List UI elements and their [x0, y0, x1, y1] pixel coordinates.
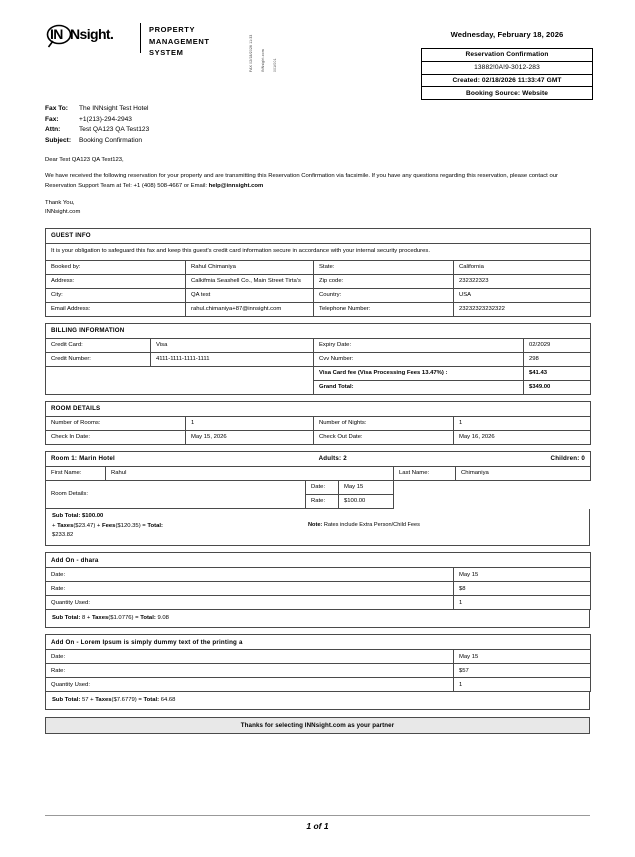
addon-1-date-value: May 15 — [454, 568, 591, 582]
addon-1-table — [45, 552, 591, 610]
addon-2-rate-label: Rate: — [46, 664, 454, 678]
addon-1-date-label: Date: — [46, 568, 454, 582]
svg-text:IN: IN — [50, 26, 63, 42]
addon-2-title: Add On - Lorem Ipsum is simply dummy text of the printing a — [46, 635, 591, 650]
expiry-date-label: Expiry Date: — [314, 338, 524, 352]
zip-label: Zip code: — [314, 274, 454, 288]
room-rate-label: Rate: — [306, 494, 339, 508]
room-1-subtotal-strip — [45, 509, 590, 546]
confirmation-booking-source: Booking Source: Website — [422, 87, 593, 100]
fax-stamp-line-2: INNsight.com — [261, 49, 265, 72]
visa-fee-value: $41.43 — [524, 366, 591, 380]
country-value: USA — [454, 288, 591, 302]
letter-paragraph-text: We have received the following reservation for your property and are transmitting this Reservation Confirmation via facsimile. If you have any questions regarding this reservation, please contact our Reservation Support Team at Tel: +1 (408) 508-4667 or Email: — [45, 173, 558, 190]
letter-paragraph — [45, 171, 590, 192]
fax-meta-row — [45, 104, 590, 115]
addon-2-total-label: Total: — [143, 696, 160, 703]
letter-signoff — [45, 199, 590, 218]
zip-value: 232322323 — [454, 274, 591, 288]
addon-1-section — [0, 546, 635, 628]
header-right-block — [421, 22, 593, 100]
table-row — [46, 352, 591, 366]
check-out-date-value: May 16, 2026 — [454, 430, 591, 444]
room-note — [308, 521, 420, 530]
logo-subtitle-line-1: PROPERTY — [149, 25, 196, 34]
billing-empty-cell — [46, 366, 314, 394]
addon-1-title: Add On - dhara — [46, 553, 591, 568]
table-row — [46, 596, 591, 610]
credit-card-value: Visa — [151, 338, 314, 352]
room-1-table — [45, 451, 591, 509]
email-label: Email Address: — [46, 302, 186, 316]
expiry-date-value: 02/2029 — [524, 338, 591, 352]
document-date: Wednesday, February 18, 2026 — [450, 30, 564, 39]
fax-number-label: Fax: — [45, 115, 59, 123]
room-1-section — [0, 445, 635, 546]
billing-table — [45, 323, 591, 395]
cvv-value: 298 — [524, 352, 591, 366]
fax-meta-block — [0, 100, 635, 147]
address-label: Address: — [46, 274, 186, 288]
innsight-logo-icon — [45, 22, 131, 50]
logo-subtitle-line-2: MANAGEMENT — [149, 36, 210, 46]
room-total-prefix: + — [52, 522, 58, 529]
confirmation-title: Reservation Confirmation — [422, 49, 593, 62]
letter-signoff-company: INNsight.com — [45, 209, 81, 216]
letter-signoff-thanks: Thank You, — [45, 199, 75, 206]
state-value: California — [454, 260, 591, 274]
last-name-value: Chimaniya — [456, 466, 591, 480]
fax-attn-value: Test QA123 QA Test123 — [79, 126, 150, 134]
room-details-table — [45, 401, 591, 445]
number-of-rooms-value: 1 — [186, 416, 314, 430]
visa-fee-label: Visa Card fee (Visa Processing Fees 13.47%) : — [314, 366, 524, 380]
addon-1-sub-total-label: Sub Total: — [52, 614, 81, 621]
telephone-value: 23232323232322 — [454, 302, 591, 316]
check-out-date-label: Check Out Date: — [314, 430, 454, 444]
footer-divider — [45, 815, 590, 816]
room-rate-value: $100.00 — [339, 494, 394, 508]
table-row — [46, 416, 591, 430]
grand-total-value: $349.00 — [524, 380, 591, 394]
table-row — [46, 664, 591, 678]
fax-stamp-line-1: FAX 02/18/2026 11:33 — [249, 34, 253, 72]
addon-1-subtotal-strip — [45, 610, 590, 628]
state-label: State: — [314, 260, 454, 274]
first-name-label: First Name: — [46, 466, 106, 480]
support-email: help@innsight.com — [208, 183, 264, 190]
guest-info-disclaimer: It is your obligation to safeguard this fax and keep this guest's credit card information secure in accordance with your internal security procedures. — [46, 243, 591, 260]
fax-attn-label: Attn: — [45, 126, 61, 134]
room-note-value: Rates include Extra Person/Child Fees — [322, 522, 420, 529]
logo-subtitle — [149, 22, 210, 59]
addon-1-total-label: Total: — [140, 614, 156, 621]
addon-1-qty-label: Quantity Used: — [46, 596, 454, 610]
guest-info-section — [0, 218, 635, 317]
credit-number-value: 4111-1111-1111-1111 — [151, 352, 314, 366]
addon-2-qty-value: 1 — [454, 678, 591, 692]
email-value: rahul.chimaniya+87@innsight.com — [186, 302, 314, 316]
room-total-amount: $233.82 — [52, 532, 74, 539]
logo-subtitle-line-3: SYSTEM — [149, 48, 184, 58]
number-of-nights-value: 1 — [454, 416, 591, 430]
room-sub-total-line: Sub Total: $100.00 — [52, 513, 104, 520]
billing-section — [0, 317, 635, 395]
addon-1-qty-value: 1 — [454, 596, 591, 610]
letter-body — [0, 147, 635, 218]
city-label: City: — [46, 288, 186, 302]
addon-2-taxes-label: Taxes — [95, 696, 112, 703]
addon-2-sub-total-value: 57 + — [80, 696, 96, 703]
guest-info-table — [45, 228, 591, 317]
telephone-label: Telephone Number: — [314, 302, 454, 316]
room-1-children: Children: 0 — [550, 455, 586, 463]
addon-1-taxes-label: Taxes — [92, 614, 109, 621]
logo-wordmark — [45, 22, 138, 50]
addon-2-qty-label: Quantity Used: — [46, 678, 454, 692]
room-1-title: Room 1: Marin Hotel — [51, 455, 115, 463]
room-1-band — [46, 451, 591, 466]
grand-total-label: Grand Total: — [314, 380, 524, 394]
fax-subject-value: Booking Confirmation — [79, 137, 143, 145]
document-header — [0, 0, 635, 100]
addon-1-rate-value: $8 — [454, 582, 591, 596]
booked-by-label: Booked by: — [46, 260, 186, 274]
room-spacer-cell-2 — [394, 494, 591, 508]
confirmation-created: Created: 02/18/2026 11:33:47 GMT — [422, 74, 593, 87]
room-details-section — [0, 395, 635, 445]
addon-1-rate-label: Rate: — [46, 582, 454, 596]
room-1-adults: Adults: 2 — [318, 455, 347, 463]
booked-by-value: Rahul Chimaniya — [186, 260, 314, 274]
number-of-nights-label: Number of Nights: — [314, 416, 454, 430]
logo-divider — [140, 23, 141, 53]
letter-greeting: Dear Test QA123 QA Test123, — [45, 156, 124, 163]
room-details-label: Room Details: — [46, 480, 306, 508]
room-fees-label: Fees — [102, 522, 116, 529]
addon-2-rate-value: $57 — [454, 664, 591, 678]
room-total-label: Total: — [147, 522, 163, 529]
fax-meta-row — [45, 115, 590, 126]
thanks-banner: Thanks for selecting INNsight.com as your partner — [45, 717, 590, 734]
table-row — [46, 466, 591, 480]
table-row — [46, 430, 591, 444]
credit-number-label: Credit Number: — [46, 352, 151, 366]
addon-2-subtotal-strip — [45, 692, 590, 710]
table-row — [46, 582, 591, 596]
addon-1-total-value: 9.08 — [155, 614, 169, 621]
page-number: 1 of 1 — [306, 821, 329, 831]
city-value: QA test — [186, 288, 314, 302]
room-note-label: Note: — [308, 522, 323, 529]
table-row — [46, 568, 591, 582]
guest-info-title: GUEST INFO — [46, 228, 591, 243]
billing-title: BILLING INFORMATION — [46, 323, 591, 338]
table-row — [46, 288, 591, 302]
table-row — [46, 650, 591, 664]
table-row — [46, 678, 591, 692]
check-in-date-label: Check In Date: — [46, 430, 186, 444]
innsight-logo — [45, 22, 210, 59]
fax-meta-row — [45, 125, 590, 136]
room-taxes-value: ($23.47) + — [73, 522, 102, 529]
room-details-title: ROOM DETAILS — [46, 401, 591, 416]
fax-transmission-stamp — [247, 16, 287, 74]
addon-2-total-value: 64.68 — [159, 696, 176, 703]
reservation-confirmation-table — [421, 48, 593, 100]
fax-to-label: Fax To: — [45, 105, 68, 113]
fax-meta-row — [45, 136, 590, 147]
table-row — [46, 302, 591, 316]
table-row — [46, 274, 591, 288]
cvv-label: Cvv Number: — [314, 352, 524, 366]
page-footer — [45, 815, 590, 831]
room-date-label: Date: — [306, 480, 339, 494]
fax-subject-label: Subject: — [45, 137, 72, 145]
room-fees-value: ($120.35) = — [115, 522, 148, 529]
first-name-value: Rahul — [106, 466, 394, 480]
addon-2-sub-total-label: Sub Total: — [52, 696, 81, 703]
fax-number-value: +1(213)-294-2943 — [79, 115, 132, 123]
credit-card-label: Credit Card: — [46, 338, 151, 352]
addon-2-section — [0, 628, 635, 710]
fax-to-value: The INNsight Test Hotel — [79, 105, 149, 113]
room-date-value: May 15 — [339, 480, 394, 494]
addon-1-taxes-value: ($1.0776) = — [108, 614, 141, 621]
svg-text:Nsight.: Nsight. — [70, 26, 114, 42]
table-row — [46, 338, 591, 352]
address-value: Calkifmia Seashell Co., Main Street Tirtaʼs — [186, 274, 314, 288]
number-of-rooms-label: Number of Rooms: — [46, 416, 186, 430]
addon-1-sub-total-value: 8 + — [80, 614, 92, 621]
addon-2-date-value: May 15 — [454, 650, 591, 664]
table-row — [46, 366, 591, 380]
country-label: Country: — [314, 288, 454, 302]
room-taxes-label: Taxes — [57, 522, 74, 529]
table-row — [46, 480, 591, 494]
last-name-label: Last Name: — [394, 466, 456, 480]
addon-2-table — [45, 634, 591, 692]
check-in-date-value: May 15, 2026 — [186, 430, 314, 444]
fax-stamp-line-3: 001/001 — [273, 58, 277, 72]
addon-2-date-label: Date: — [46, 650, 454, 664]
addon-2-taxes-value: ($7.6779) = — [111, 696, 144, 703]
room-spacer-cell — [394, 480, 591, 494]
table-row — [46, 260, 591, 274]
confirmation-number: 13882!0A!9-3012-283 — [422, 61, 593, 74]
